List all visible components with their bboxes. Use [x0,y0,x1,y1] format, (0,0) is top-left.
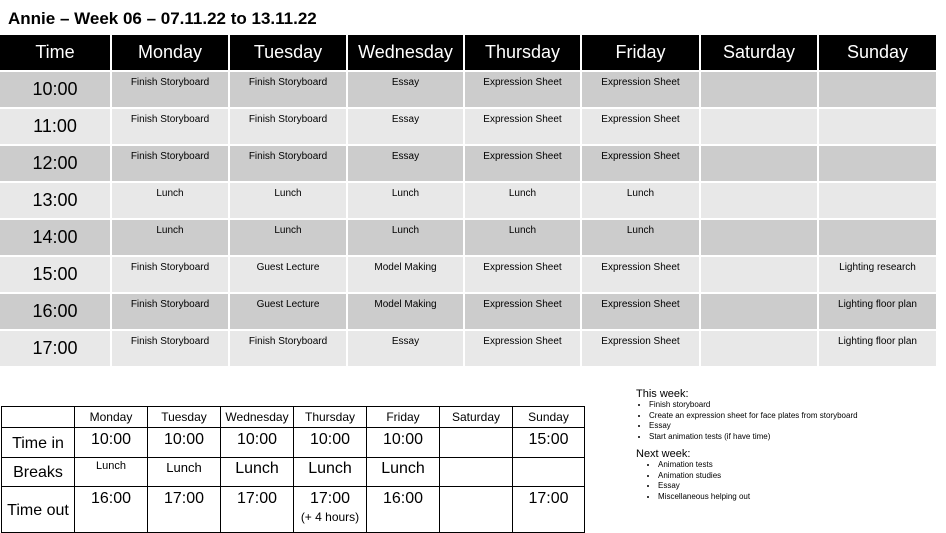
hours-label-time-in: Time in [2,428,75,458]
hours-cell: 10:00 [148,428,221,458]
schedule-cell [229,145,347,182]
hours-value: 17:00 [309,490,351,507]
note-item: • Essay [658,481,936,492]
hours-cell: Lunch [221,458,294,487]
hours-cell: 17:00 [221,487,294,533]
schedule-time-cell: 17:00 [0,330,111,366]
schedule-activity: Finish Storyboard [248,336,328,347]
schedule-activity: Finish Storyboard [130,151,210,162]
schedule-cell [818,219,936,256]
hours-cell: 10:00 [221,428,294,458]
schedule-row [0,182,936,219]
schedule-activity [819,109,936,114]
schedule-time-cell: 14:00 [0,219,111,256]
schedule-cell [347,108,464,145]
schedule-cell [464,71,581,108]
hours-header-monday: Monday [75,407,148,428]
schedule-cell [581,256,700,293]
hours-cell: Lunch [148,458,221,487]
schedule-cell [111,71,229,108]
schedule-activity: Lunch [508,188,537,199]
note-item: • Miscellaneous helping out [658,492,936,503]
hours-label-time-out: Time out [2,487,75,533]
schedule-activity: Expression Sheet [483,151,562,162]
schedule-cell [581,330,700,366]
hours-cell: 17:00 [513,487,585,533]
schedule-activity: Essay [391,336,420,347]
hours-cell [440,458,513,487]
note-item: • Start animation tests (if have time) [649,432,936,443]
hours-cell: 16:00 [367,487,440,533]
schedule-cell [229,71,347,108]
schedule-activity [701,183,817,188]
schedule-cell [464,219,581,256]
schedule-cell [111,330,229,366]
hours-cell [440,487,513,533]
schedule-activity: Lunch [391,225,420,236]
schedule-row [0,256,936,293]
hours-cell: Lunch [367,458,440,487]
hours-header-saturday: Saturday [440,407,513,428]
schedule-cell [818,330,936,366]
schedule-time-cell: 10:00 [0,71,111,108]
schedule-time-cell: 11:00 [0,108,111,145]
schedule-activity: Expression Sheet [483,262,562,273]
schedule-time-cell: 16:00 [0,293,111,330]
schedule-cell [464,108,581,145]
schedule-cell [700,219,818,256]
schedule-cell [581,108,700,145]
schedule-row [0,293,936,330]
schedule-activity: Essay [391,77,420,88]
schedule-activity: Finish Storyboard [248,77,328,88]
hours-header-sunday: Sunday [513,407,585,428]
schedule-cell [700,145,818,182]
schedule-cell [229,108,347,145]
schedule-cell [581,71,700,108]
hours-cell: Lunch [294,458,367,487]
schedule-activity: Expression Sheet [483,114,562,125]
schedule-cell [700,71,818,108]
note-item: • Finish storyboard [649,400,936,411]
schedule-cell [111,219,229,256]
schedule-cell [347,330,464,366]
schedule-cell [818,293,936,330]
schedule-time-cell: 12:00 [0,145,111,182]
hours-header-friday: Friday [367,407,440,428]
hours-header-wednesday: Wednesday [221,407,294,428]
schedule-row [0,219,936,256]
hours-cell-thursday-out [294,487,367,533]
schedule-header-saturday: Saturday [700,35,818,71]
schedule-activity [819,183,936,188]
schedule-cell [347,182,464,219]
hours-header-blank [2,407,75,428]
schedule-cell [111,108,229,145]
schedule-cell [700,108,818,145]
schedule-header-wednesday: Wednesday [347,35,464,71]
schedule-cell [111,182,229,219]
note-item: • Animation studies [658,471,936,482]
schedule-cell [464,256,581,293]
schedule-activity [819,220,936,225]
schedule-activity: Lunch [626,225,655,236]
schedule-cell [818,145,936,182]
schedule-activity [819,146,936,151]
schedule-activity: Lunch [626,188,655,199]
schedule-activity: Lunch [156,188,184,199]
hours-table [1,406,585,533]
this-week-list [636,400,936,442]
schedule-activity: Expression Sheet [601,151,680,162]
hours-cell [440,428,513,458]
schedule-activity: Expression Sheet [601,336,680,347]
schedule-cell [347,219,464,256]
schedule-cell [581,145,700,182]
schedule-cell [464,182,581,219]
schedule-cell [229,330,347,366]
weekly-schedule-table [0,35,936,366]
schedule-cell [581,219,700,256]
page-title: Annie – Week 06 – 07.11.22 to 13.11.22 [8,9,317,28]
schedule-activity [701,294,817,299]
schedule-activity: Essay [391,151,420,162]
schedule-activity [819,72,936,77]
schedule-header-row [0,35,936,71]
hours-header-row [2,407,585,428]
schedule-activity: Lighting floor plan [838,336,917,347]
hours-cell: Lunch [75,458,148,487]
schedule-cell [347,71,464,108]
schedule-cell [111,293,229,330]
schedule-activity [701,257,817,262]
notes-panel [636,388,936,508]
schedule-activity: Expression Sheet [601,299,680,310]
schedule-activity: Essay [391,114,420,125]
hours-cell: 17:00 [148,487,221,533]
next-week-heading: Next week: [636,448,691,460]
schedule-cell [229,182,347,219]
schedule-activity: Expression Sheet [601,77,680,88]
schedule-time-cell: 13:00 [0,182,111,219]
schedule-cell [347,256,464,293]
schedule-activity [701,331,817,336]
schedule-cell [229,219,347,256]
schedule-activity: Finish Storyboard [130,77,210,88]
schedule-header-thursday: Thursday [464,35,581,71]
hours-cell: 16:00 [75,487,148,533]
schedule-activity: Lunch [391,188,420,199]
hours-cell: 10:00 [367,428,440,458]
schedule-cell [818,71,936,108]
schedule-activity [701,109,817,114]
schedule-cell [581,182,700,219]
hours-header-thursday: Thursday [294,407,367,428]
extra-hours-note: (+ 4 hours) [300,510,360,524]
schedule-cell [700,330,818,366]
schedule-activity: Lunch [274,225,302,236]
schedule-header-monday: Monday [111,35,229,71]
schedule-cell [347,293,464,330]
hours-cell: 10:00 [75,428,148,458]
schedule-header-tuesday: Tuesday [229,35,347,71]
schedule-header-time: Time [0,35,111,71]
note-item: • Create an expression sheet for face plates from storyboard [649,411,936,422]
schedule-cell [464,145,581,182]
schedule-cell [581,293,700,330]
note-item: • Essay [649,421,936,432]
next-week-list [636,460,936,502]
schedule-activity: Expression Sheet [483,77,562,88]
schedule-activity: Expression Sheet [601,262,680,273]
schedule-activity: Lunch [156,225,184,236]
schedule-activity [701,146,817,151]
schedule-cell [347,145,464,182]
schedule-activity: Finish Storyboard [130,262,210,273]
hours-header-tuesday: Tuesday [148,407,221,428]
schedule-activity: Model Making [374,262,437,273]
schedule-activity: Finish Storyboard [130,114,210,125]
schedule-activity: Lighting research [839,262,916,273]
schedule-activity: Lighting floor plan [838,299,917,310]
hours-label-breaks: Breaks [2,458,75,487]
schedule-cell [700,293,818,330]
hours-row-time-out [2,487,585,533]
schedule-activity: Lunch [274,188,302,199]
hours-cell: 10:00 [294,428,367,458]
schedule-cell [818,108,936,145]
schedule-cell [700,182,818,219]
schedule-activity: Expression Sheet [483,336,562,347]
schedule-activity [701,72,817,77]
schedule-activity: Expression Sheet [483,299,562,310]
schedule-cell [818,182,936,219]
schedule-header-friday: Friday [581,35,700,71]
schedule-cell [229,293,347,330]
note-item: • Animation tests [658,460,936,471]
schedule-activity [701,220,817,225]
schedule-cell [229,256,347,293]
schedule-activity: Expression Sheet [601,114,680,125]
hours-row-time-in [2,428,585,458]
schedule-cell [464,293,581,330]
schedule-header-sunday: Sunday [818,35,936,71]
schedule-row [0,71,936,108]
schedule-activity: Model Making [374,299,437,310]
schedule-cell [111,256,229,293]
hours-row-breaks [2,458,585,487]
schedule-activity: Finish Storyboard [130,299,210,310]
schedule-time-cell: 15:00 [0,256,111,293]
schedule-cell [111,145,229,182]
schedule-cell [818,256,936,293]
schedule-row [0,108,936,145]
schedule-activity: Finish Storyboard [248,151,328,162]
schedule-cell [700,256,818,293]
schedule-activity: Finish Storyboard [248,114,328,125]
schedule-activity: Finish Storyboard [130,336,210,347]
schedule-activity: Guest Lecture [256,262,320,273]
hours-cell: 15:00 [513,428,585,458]
schedule-activity: Guest Lecture [256,299,320,310]
schedule-cell [464,330,581,366]
this-week-heading: This week: [636,388,689,400]
hours-cell [513,458,585,487]
schedule-row [0,145,936,182]
schedule-row [0,330,936,366]
schedule-activity: Lunch [508,225,537,236]
